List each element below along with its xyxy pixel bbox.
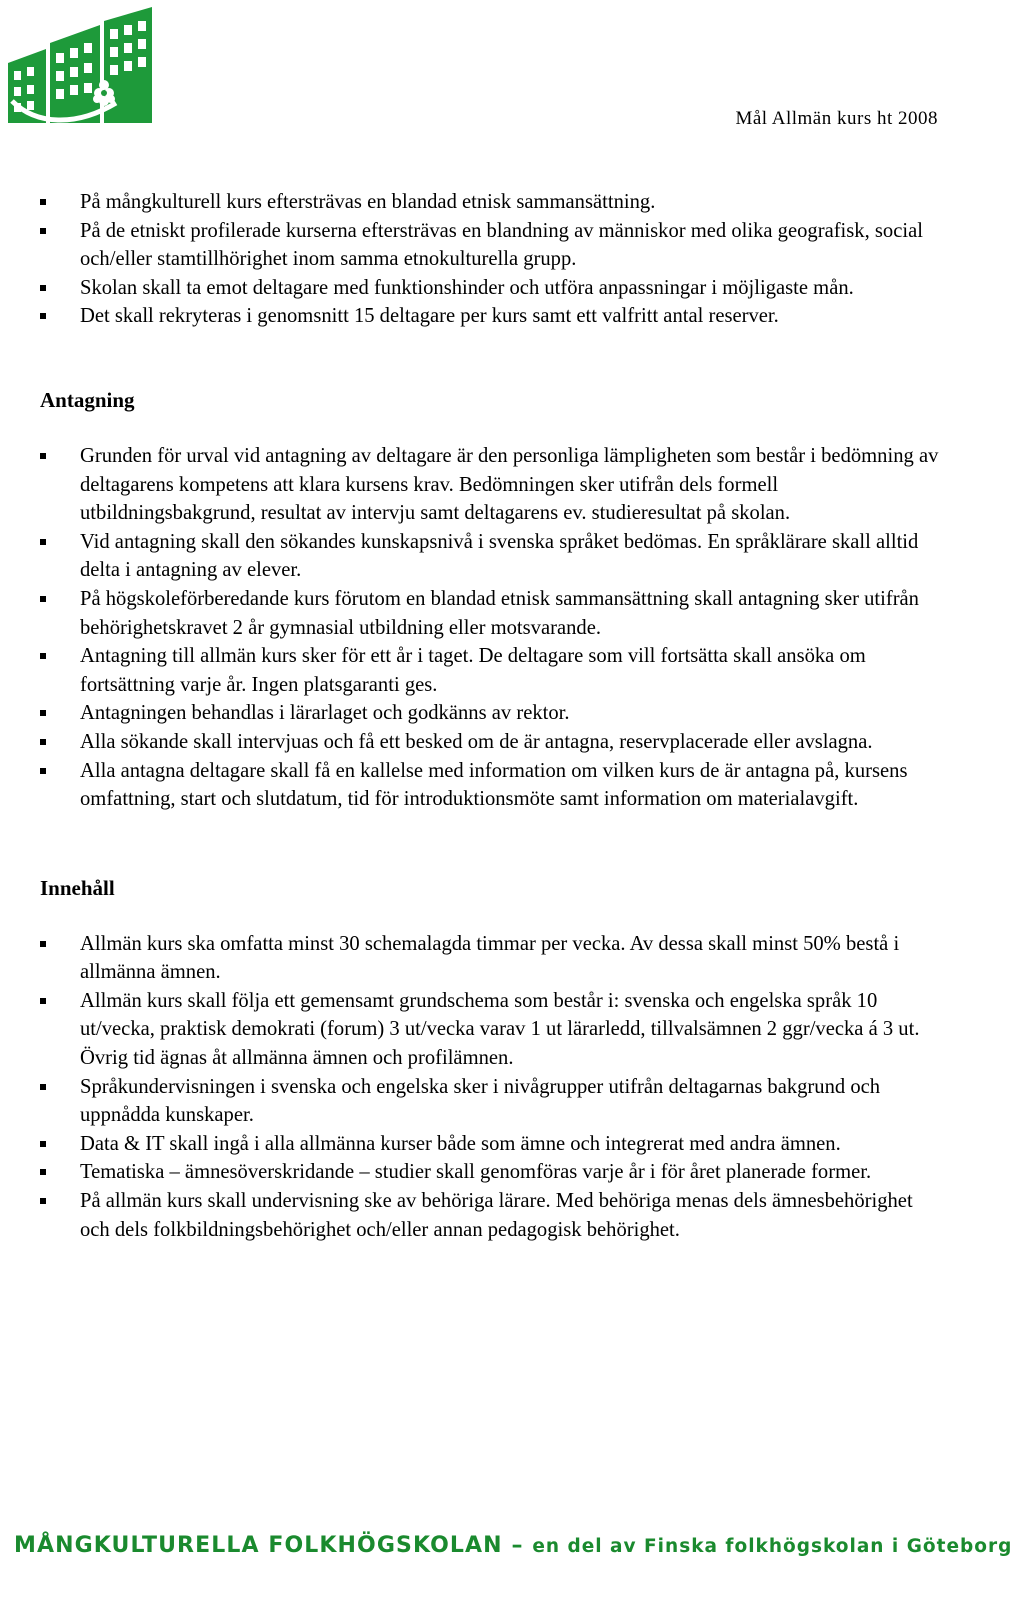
section-title-antagning: Antagning (40, 387, 135, 412)
school-buildings-flower-icon (6, 5, 156, 129)
square-bullet-icon (40, 710, 46, 716)
footer-subtitle: en del av Finska folkhögskolan i Göteborg (532, 1536, 1012, 1557)
list-item: Antagning till allmän kurs sker för ett år i taget. De deltagare som vill fortsätta skall ansöka om fortsättning varje år. Ingen platsgaranti ges. (40, 642, 940, 699)
square-bullet-icon (40, 596, 46, 602)
square-bullet-icon (40, 285, 46, 291)
square-bullet-icon (40, 941, 46, 947)
footer-dash: – (511, 1533, 524, 1558)
document-body (40, 188, 940, 1244)
section-title-innehall: Innehåll (40, 875, 115, 900)
square-bullet-icon (40, 199, 46, 205)
square-bullet-icon (40, 1198, 46, 1204)
square-bullet-icon (40, 453, 46, 459)
square-bullet-icon (40, 739, 46, 745)
square-bullet-icon (40, 1141, 46, 1147)
school-logo (6, 5, 156, 129)
square-bullet-icon (40, 1084, 46, 1090)
footer-title: MÅNGKULTURELLA FOLKHÖGSKOLAN (14, 1533, 503, 1558)
list-item: Det skall rekryteras i genomsnitt 15 deltagare per kurs samt ett valfritt antal reserver. (40, 302, 940, 331)
innehall-list (40, 930, 940, 1245)
square-bullet-icon (40, 1169, 46, 1175)
list-item: Data & IT skall ingå i alla allmänna kurser både som ämne och integrerat med andra ämnen. (40, 1130, 940, 1159)
list-item: Alla sökande skall intervjuas och få ett besked om de är antagna, reservplacerade eller avslagna. (40, 728, 940, 757)
list-item: Allmän kurs skall följa ett gemensamt grundschema som består i: svenska och engelska språk 10 ut/vecka, praktisk demokrati (forum) 3 ut/vecka varav 1 ut lärarledd, tillvalsämnen 2 ggr/vecka á 3 ut. Övrig tid ägnas åt allmänna ämnen och profilämnen. (40, 987, 940, 1073)
list-item: Språkundervisningen i svenska och engelska sker i nivågrupper utifrån deltagarnas bakgrund och uppnådda kunskaper. (40, 1073, 940, 1130)
document-title: Mål Allmän kurs ht 2008 (735, 108, 938, 129)
square-bullet-icon (40, 998, 46, 1004)
square-bullet-icon (40, 539, 46, 545)
list-item: På allmän kurs skall undervisning ske av behöriga lärare. Med behöriga menas dels ämnesbehörighet och dels folkbildningsbehörighet och/eller annan pedagogisk behörighet. (40, 1187, 940, 1244)
antagning-list (40, 442, 940, 814)
list-item: Tematiska – ämnesöverskridande – studier skall genomföras varje år i för året planerade former. (40, 1158, 940, 1187)
list-item: Allmän kurs ska omfatta minst 30 schemalagda timmar per vecka. Av dessa skall minst 50% bestå i allmänna ämnen. (40, 930, 940, 987)
square-bullet-icon (40, 653, 46, 659)
intro-list (40, 188, 940, 331)
list-item: Vid antagning skall den sökandes kunskapsnivå i svenska språket bedömas. En språklärare skall alltid delta i antagning av elever. (40, 528, 940, 585)
list-item: Antagningen behandlas i lärarlaget och godkänns av rektor. (40, 699, 940, 728)
list-item: Grunden för urval vid antagning av deltagare är den personliga lämpligheten som består i bedömning av deltagarens kompetens att klara kursens krav. Bedömningen sker utifrån dels formell utbildningsbakgrund, resultat av intervju samt deltagarens ev. studieresultat på skolan. (40, 442, 940, 528)
square-bullet-icon (40, 768, 46, 774)
list-item: Skolan skall ta emot deltagare med funktionshinder och utföra anpassningar i möjligaste mån. (40, 274, 940, 303)
list-item: Alla antagna deltagare skall få en kallelse med information om vilken kurs de är antagna på, kursens omfattning, start och slutdatum, tid för introduktionsmöte samt information om materialavgift. (40, 757, 940, 814)
square-bullet-icon (40, 313, 46, 319)
list-item: På högskoleförberedande kurs förutom en blandad etnisk sammansättning skall antagning sker utifrån behörighetskravet 2 år gymnasial utbildning eller motsvarande. (40, 585, 940, 642)
footer-school-name (14, 1533, 1012, 1558)
list-item: På mångkulturell kurs eftersträvas en blandad etnisk sammansättning. (40, 188, 940, 217)
square-bullet-icon (40, 228, 46, 234)
list-item: På de etniskt profilerade kurserna eftersträvas en blandning av människor med olika geografisk, social och/eller stamtillhörighet inom samma etnokulturella grupp. (40, 217, 940, 274)
